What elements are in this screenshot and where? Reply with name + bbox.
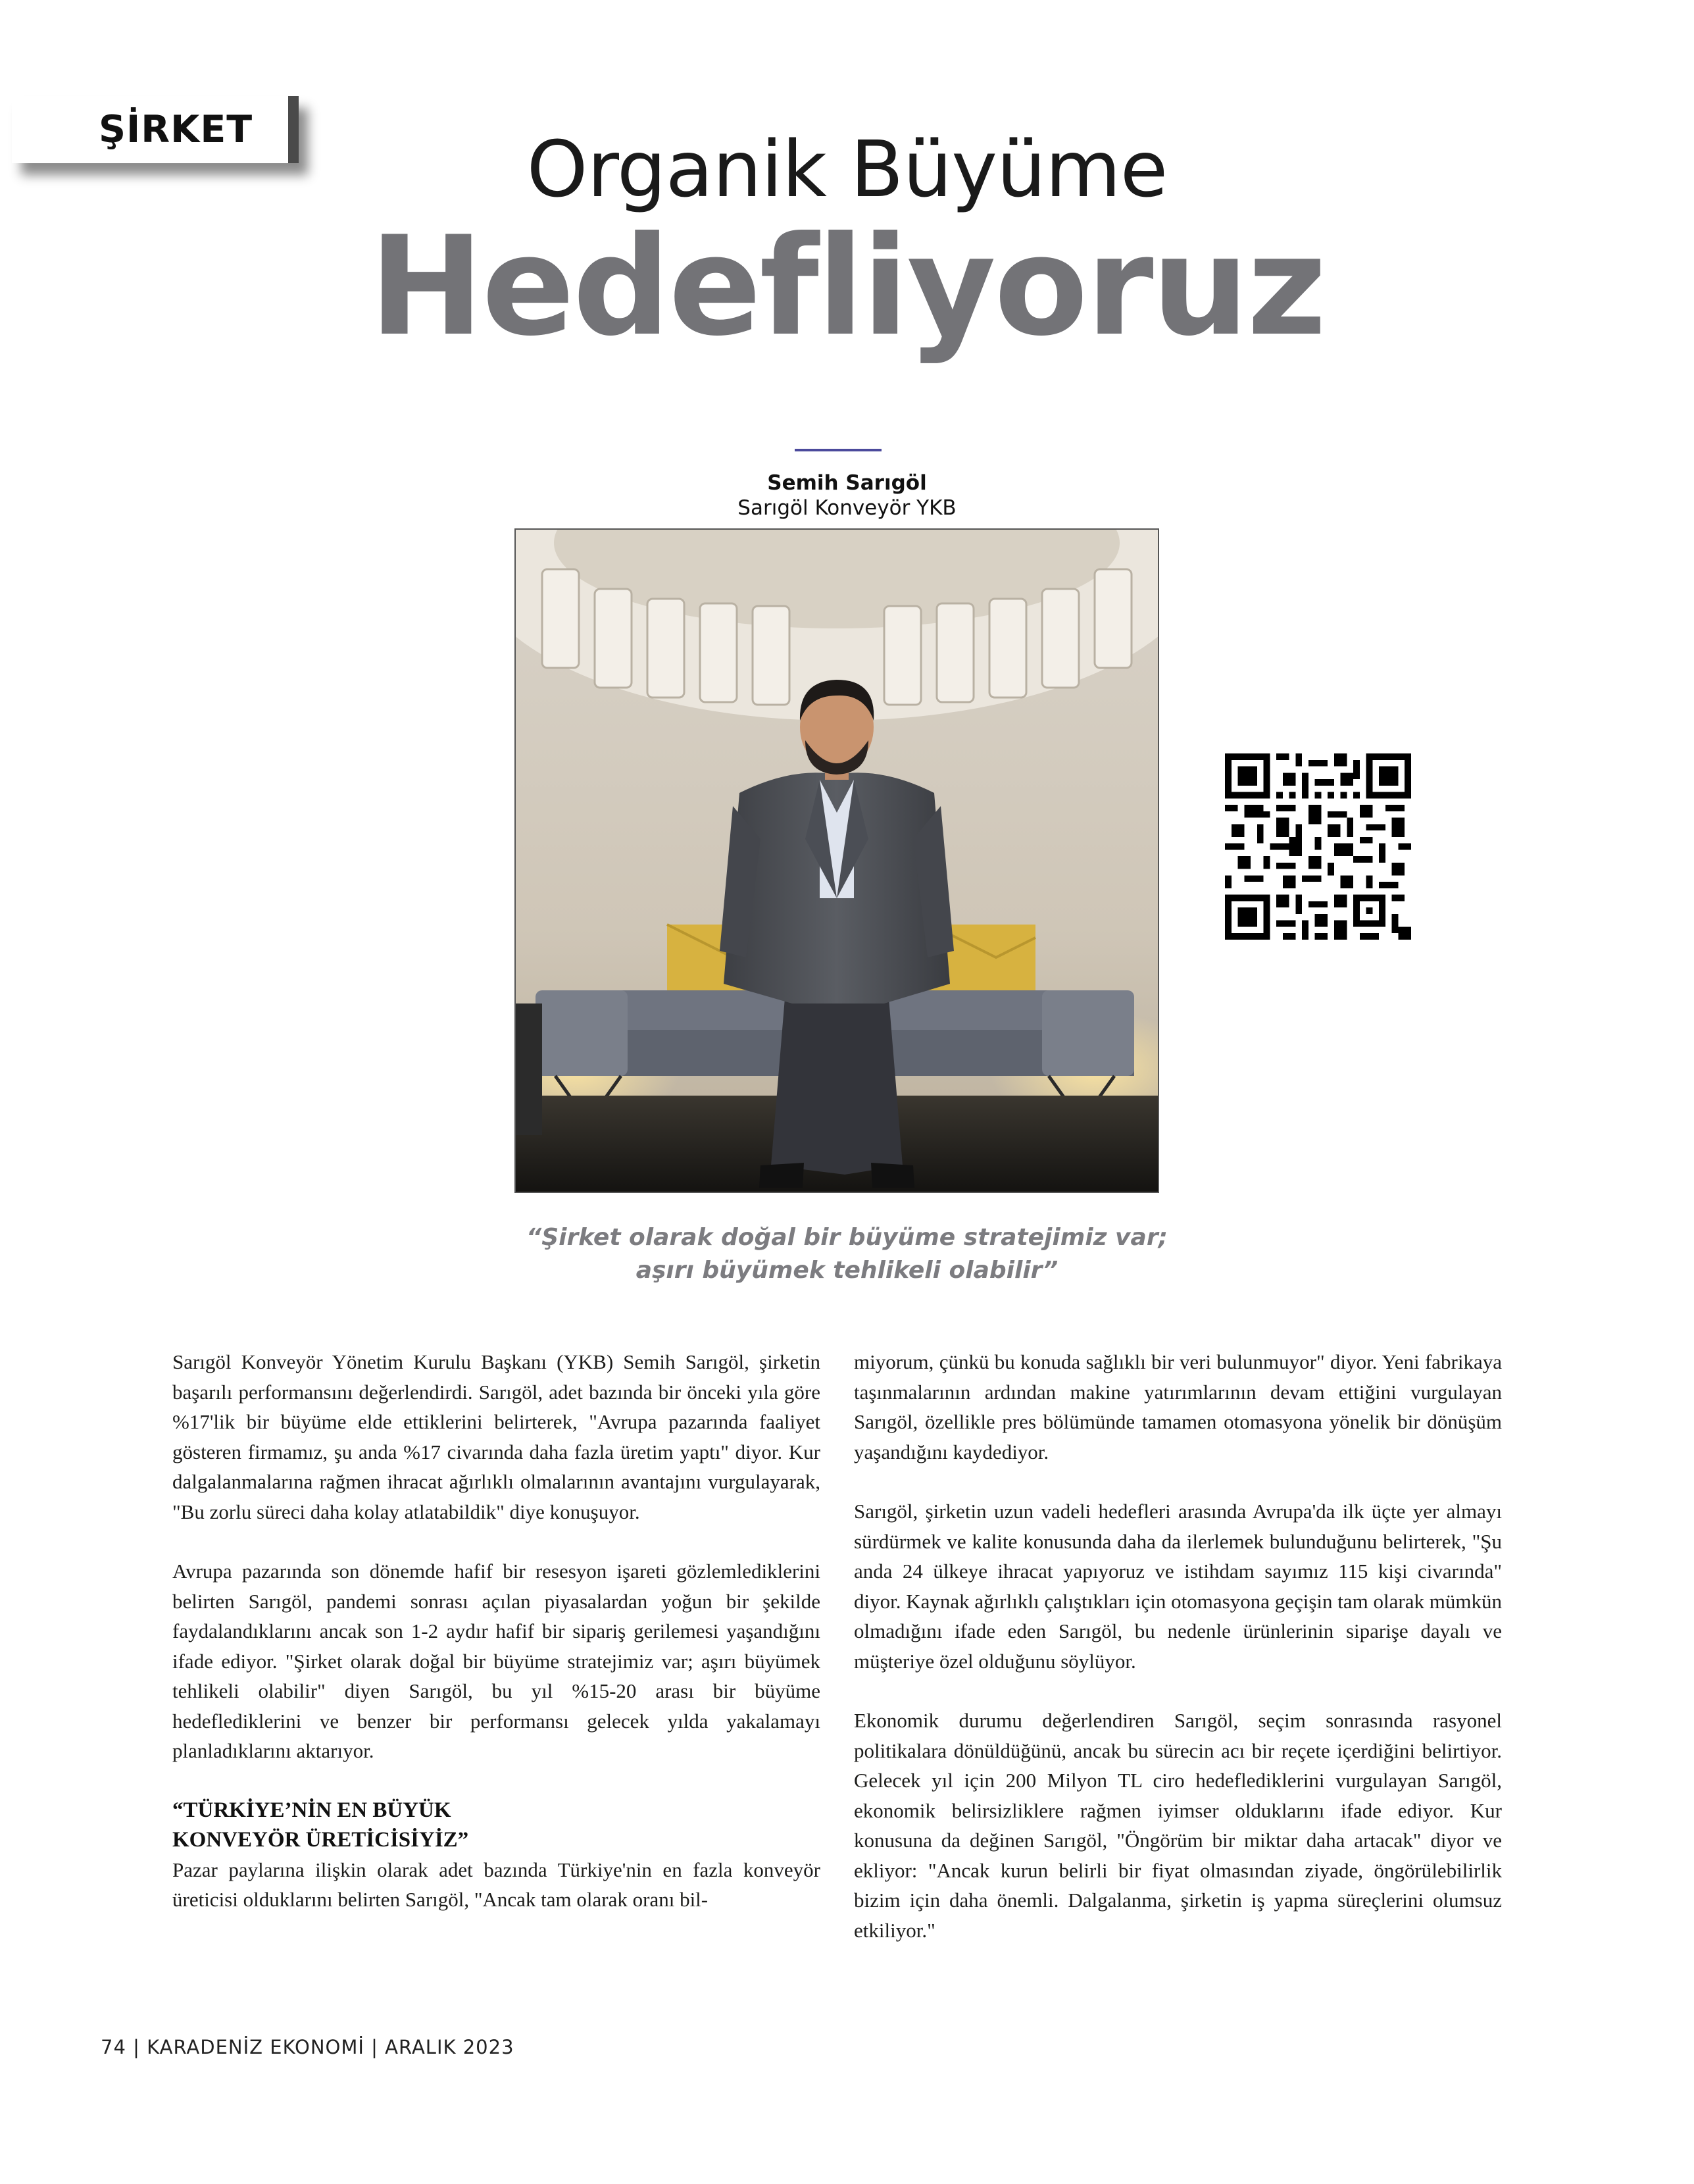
paragraph: Avrupa pazarında son dönemde hafif bir resesyon işareti gözlemlediklerini belirten Sarıgöl, pandemi sonrası açılan piyasalardan yoğun bir şekilde faydalandıklarını ancak son 1-2 aydır hafif bir sipariş gerilemesi yaşandığını ifade ediyor. "Şirket olarak doğal bir büyüme stratejimiz var; aşırı büyümek tehlikeli olabilir" diyen Sarıgöl, bu yıl %15-20 arası bir büyüme hedeflediklerini ve benzer bir performansı gelecek yılda yakalamayı planladıklarını aktarıyor. (172, 1560, 820, 1762)
subheading-line-2: KONVEYÖR ÜRETİCİSİYİZ” (172, 1827, 469, 1852)
byline-role: Sarıgöl Konveyör YKB (737, 496, 957, 520)
byline-name: Semih Sarıgöl (767, 471, 927, 495)
subheading-line-1: “TÜRKİYE’NİN EN BÜYÜK (172, 1798, 451, 1822)
qr-code[interactable] (1225, 753, 1411, 940)
section-tag-label: ŞİRKET (99, 108, 253, 151)
byline-divider (795, 449, 882, 451)
paragraph: Sarıgöl Konveyör Yönetim Kurulu Başkanı (YKB) Semih Sarıgöl, şirketin başarılı performansını değerlendirdi. Sarıgöl, adet bazında bir önceki yıla göre %17'lik bir büyüme elde ettiklerini belirterek, "Avrupa pazarında faaliyet gösteren firmamız, şu anda %17 civarında daha fazla üretim yaptı" diyor. Kur dalgalanmalarına rağmen ihracat ağırlıklı olmalarının avantajını vurgulayarak, "Bu zorlu süreci daha kolay atlatabildik" diye konuşuyor. (172, 1350, 820, 1523)
paragraph: Ekonomik durumu değerlendiren Sarıgöl, seçim sonrasında rasyonel politikalara dönüldüğünü, ancak bu sürecin acı bir reçete içerdiğini belirtiyor. Gelecek yıl için 200 Milyon TL ciro hedeflediklerini vurgulayan Sarıgöl, ekonomik belirsizliklere rağmen iyimser olduklarını ifade ediyor. Kur konusuna da değinen Sarıgöl, "Öngörüm bir miktar daha artacak" diyor ve ekliyor: "Ancak kurun belirli bir fiyat olmasından ziyade, öngörülebilirlik bizim için daha önemli. Dalgalanma, şirketin iş yapma süreçlerini olumsuz etkiliyor." (854, 1709, 1502, 1942)
paragraph: Pazar paylarına ilişkin olarak adet bazında Türkiye'nin en fazla konveyör üreticisi olduklarını belirten Sarıgöl, "Ancak tam olarak oranı bil- (172, 1858, 820, 1911)
article-column-left (172, 1347, 820, 1915)
paragraph: miyorum, çünkü bu konuda sağlıklı bir veri bulunmuyor" diyor. Yeni fabrikaya taşınmalarının ardından makine yatırımlarının devam ettiğini vurgulayan Sarıgöl, özellikle pres bölümünde tamamen otomasyona yönelik bir dönüşüm yaşandığını kaydediyor. (854, 1350, 1502, 1463)
portrait-photo (514, 528, 1159, 1193)
pull-quote-line-2: aşırı büyümek tehlikeli olabilir” (635, 1257, 1059, 1284)
page-footer: 74 | KARADENİZ EKONOMİ | ARALIK 2023 (101, 2036, 514, 2058)
pull-quote-line-1: “Şirket olarak doğal bir büyüme stratejimiz var; (526, 1224, 1168, 1251)
paragraph: Sarıgöl, şirketin uzun vadeli hedefleri arasında Avrupa'da ilk üçte yer almayı sürdürmek ve kalite konusunda daha da ilerlemek bulunduğunu belirterek, "Şu anda 24 ülkeye ihracat yapıyoruz ve istihdam sayımız 115 kişi civarında" diyor. Kaynak ağırlıklı çalıştıkları için otomasyona geçişin tam olarak mümkün olmadığını ifade eden Sarıgöl, bu nedenle ürünlerinin siparişe dayalı ve müşteriye özel olduğunu söylüyor. (854, 1500, 1502, 1673)
article-column-right (854, 1347, 1502, 1975)
pull-quote (0, 1221, 1694, 1287)
headline-line-1: Organik Büyüme (526, 124, 1168, 215)
headline-line-2: Hedefliyoruz (369, 207, 1325, 367)
